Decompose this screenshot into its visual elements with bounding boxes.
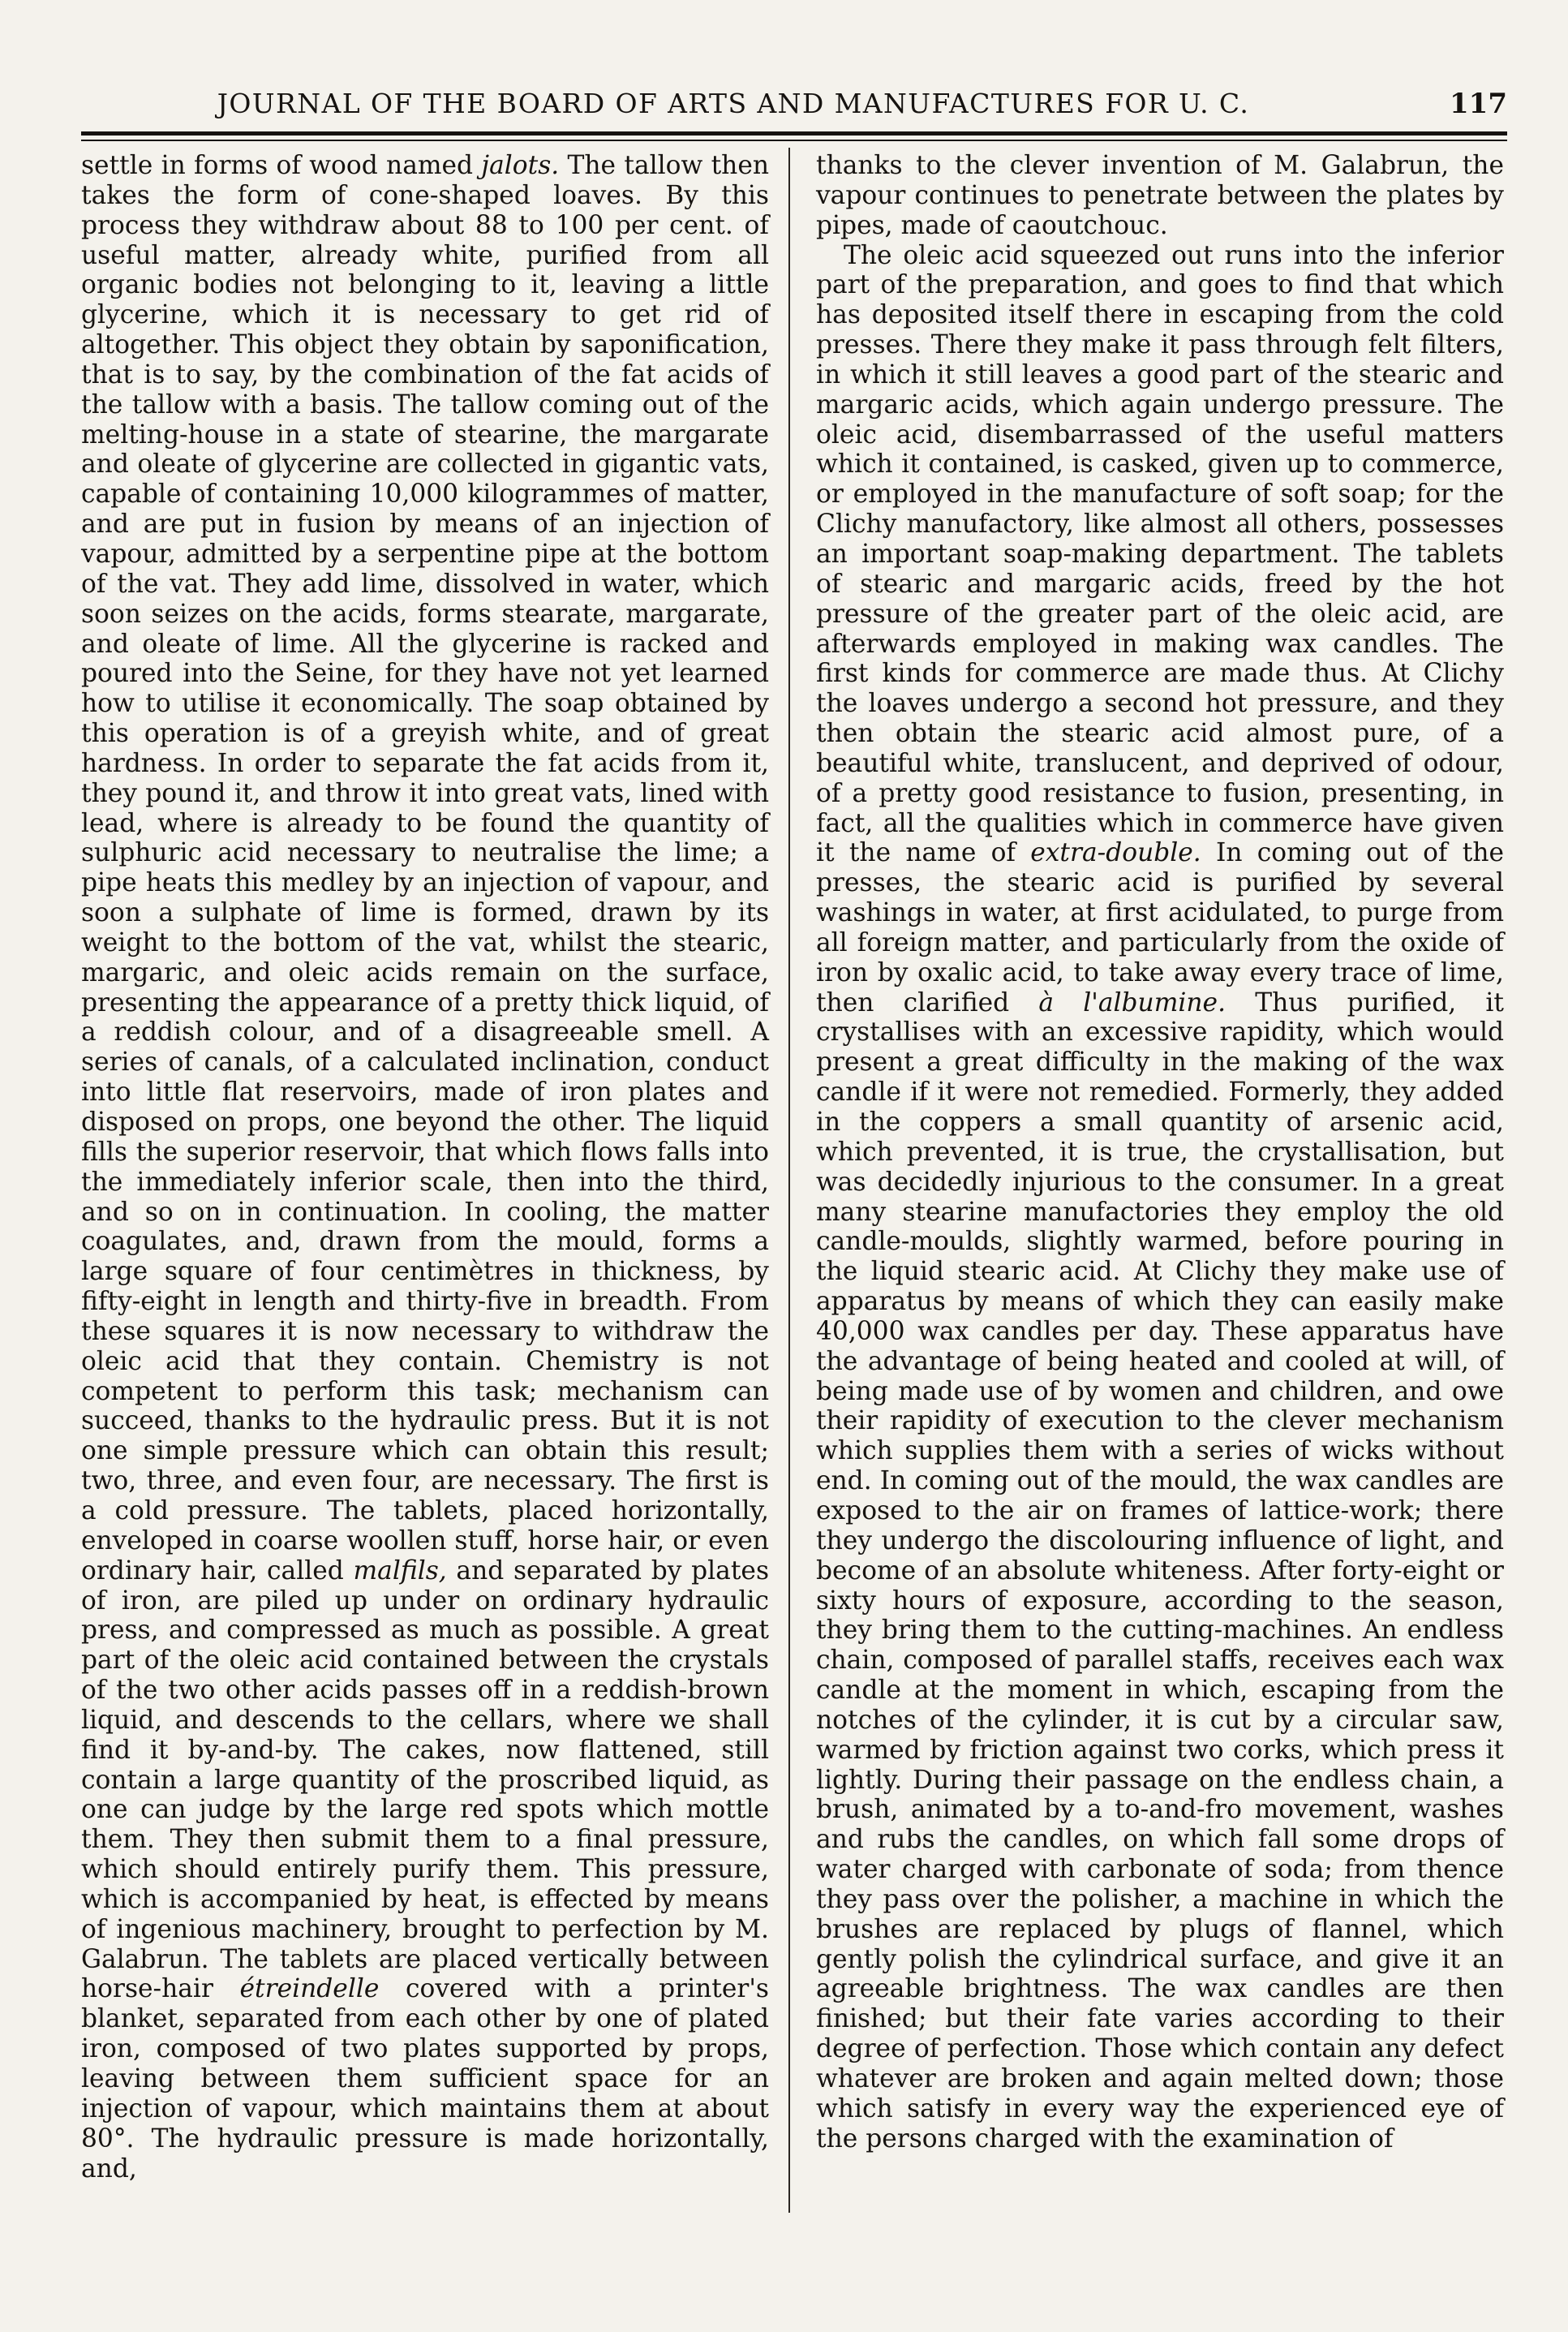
column-divider xyxy=(788,148,790,2213)
term-albumine: à l'albumine. xyxy=(1038,987,1226,1018)
right-paragraph-continued: thanks to the clever invention of M. Galabrun, the vapour continues to penetrate between the plates by pipes, made of caoutchouc. xyxy=(816,151,1504,240)
term-malfils: malfils, xyxy=(353,1555,447,1586)
left-paragraph: settle in forms of wood named jalots. The tallow then takes the form of cone-shaped loaves. By this process they withdraw about 88 to 100 per cent. of useful matter, already white, purified from all organic bodies not belonging to it, leaving a little glycerine, which it is necessary to get rid of altogether. This object they obtain by saponification, that is to say, by the combination of the fat acids of the tallow with a basis. The tallow coming out of the melting-house in a state of stearine, the margarate and oleate of glycerine are collected in gigantic vats, capable of containing 10,000 kilogrammes of matter, and are put in fusion by means of an injection of vapour, admitted by a serpentine pipe at the bottom of the vat. They add lime, dissolved in water, which soon seizes on the acids, forms stearate, margarate, and oleate of lime. All the glycerine is racked and poured into the Seine, for they have not yet learned how to utilise it economically. The soap obtained by this operation is of a greyish white, and of great hardness. In order to separate the fat acids from it, they pound it, and throw it into great vats, lined with lead, where is already to be found the quantity of sulphuric acid necessary to neutralise the lime; a pipe heats this medley by an injection of vapour, and soon a sulphate of lime is formed, drawn by its weight to the bottom of the vat, whilst the stearic, margaric, and oleic acids remain on the surface, presenting the appearance of a pretty thick liquid, of a reddish colour, and of a disagreeable smell. A series of canals, of a calculated inclination, conduct into little flat reservoirs, made of iron plates and disposed on props, one beyond the other. The liquid fills the superior reservoir, that which flows falls into the immediately inferior scale, then into the third, and so on in continuation. In cooling, the matter coagulates, and, drawn from the mould, forms a large square of four centimètres in thickness, by fifty-eight in length and thirty-five in breadth. From these squares it is now necessary to withdraw the oleic acid that they contain. Chemistry is not competent to perform this task; mechanism can succeed, thanks to the hydraulic press. But it is not one simple pressure which can obtain this result; two, three, and even four, are necessary. The first is a cold pressure. The tablets, placed horizontally, enveloped in coarse woollen stuff, horse hair, or even ordinary hair, called malfils, and separated by plates of iron, are piled up under on ordinary hydraulic press, and compressed as much as possible. A great part of the oleic acid contained between the crystals of the two other acids passes off in a reddish-brown liquid, and descends to the cellars, where we shall find it by-and-by. The cakes, now flattened, still contain a large quantity of the proscribed liquid, as one can judge by the large red spots which mottle them. They then submit them to a final pressure, which should entirely purify them. This pressure, which is accompanied by heat, is effected by means of ingenious machinery, brought to perfection by M. Galabrun. The tablets are placed vertically between horse-hair étreindelle covered with a printer's blanket, separated from each other by one of plated iron, composed of two plates supported by props, leaving between them sufficient space for an injection of vapour, which maintains them at about 80°. The hydraulic pressure is made horizontally, and, xyxy=(81,151,770,2184)
page-header xyxy=(81,88,1507,123)
header-rule-thick xyxy=(81,131,1507,136)
right-paragraph: The oleic acid squeezed out runs into the inferior part of the preparation, and goes to find that which has deposited itself there in escaping from the cold presses. There they make it pass through felt filters, in which it still leaves a good part of the stearic and margaric acids, which again undergo pressure. The oleic acid, disembarrassed of the useful matters which it contained, is casked, given up to commerce, or employed in the manufacture of soft soap; for the Clichy manufactory, like almost all others, possesses an important soap-making department. The tablets of stearic and margaric acids, freed by the hot pressure of the greater part of the oleic acid, are afterwards employed in making wax candles. The first kinds for commerce are made thus. At Clichy the loaves undergo a second hot pressure, and they then obtain the stearic acid almost pure, of a beautiful white, translucent, and deprived of odour, of a pretty good resistance to fusion, presenting, in fact, all the qualities which in commerce have given it the name of extra-double. In coming out of the presses, the stearic acid is purified by several washings in water, at first acidulated, to purge from all foreign matter, and particularly from the oxide of iron by oxalic acid, to take away every trace of lime, then clarified à l'albumine. Thus purified, it crystallises with an excessive rapidity, which would present a great difficulty in the making of the wax candle if it were not remedied. Formerly, they added in the coppers a small quantity of arsenic acid, which prevented, it is true, the crystallisation, but was decidedly injurious to the consumer. In a great many stearine manufactories they employ the old candle-moulds, slightly warmed, before pouring in the liquid stearic acid. At Clichy they make use of apparatus by means of which they can easily make 40,000 wax candles per day. These apparatus have the advantage of being heated and cooled at will, of being made use of by women and children, and owe their rapidity of execution to the clever mechanism which supplies them with a series of wicks without end. In coming out of the mould, the wax candles are exposed to the air on frames of lattice-work; there they undergo the discolouring influence of light, and become of an absolute whiteness. After forty-eight or sixty hours of exposure, according to the season, they bring them to the cutting-machines. An endless chain, composed of parallel staffs, receives each wax candle at the moment in which, escaping from the notches of the cylinder, it is cut by a circular saw, warmed by friction against two corks, which press it lightly. During their passage on the endless chain, a brush, animated by a to-and-fro movement, washes and rubs the candles, on which fall some drops of water charged with carbonate of soda; from thence they pass over the polisher, a machine in which the brushes are replaced by plugs of flannel, which gently polish the cylindrical surface, and give it an agreeable brightness. The wax candles are then finished; but their fate varies according to their degree of perfection. Those which contain any defect whatever are broken and again melted down; those which satisfy in every way the experienced eye of the persons charged with the examination of xyxy=(816,240,1505,2153)
right-column xyxy=(816,151,1504,2154)
header-rule-thin xyxy=(81,140,1507,141)
left-column xyxy=(81,151,769,2184)
running-head: JOURNAL OF THE BOARD OF ARTS AND MANUFACTURES FOR U. C. xyxy=(217,88,1250,119)
term-jalots: jalots. xyxy=(481,151,560,180)
term-extra-double: extra-double. xyxy=(1030,838,1201,868)
term-etreindelle: étreindelle xyxy=(239,1974,380,2004)
page-number: 117 xyxy=(1450,88,1507,120)
